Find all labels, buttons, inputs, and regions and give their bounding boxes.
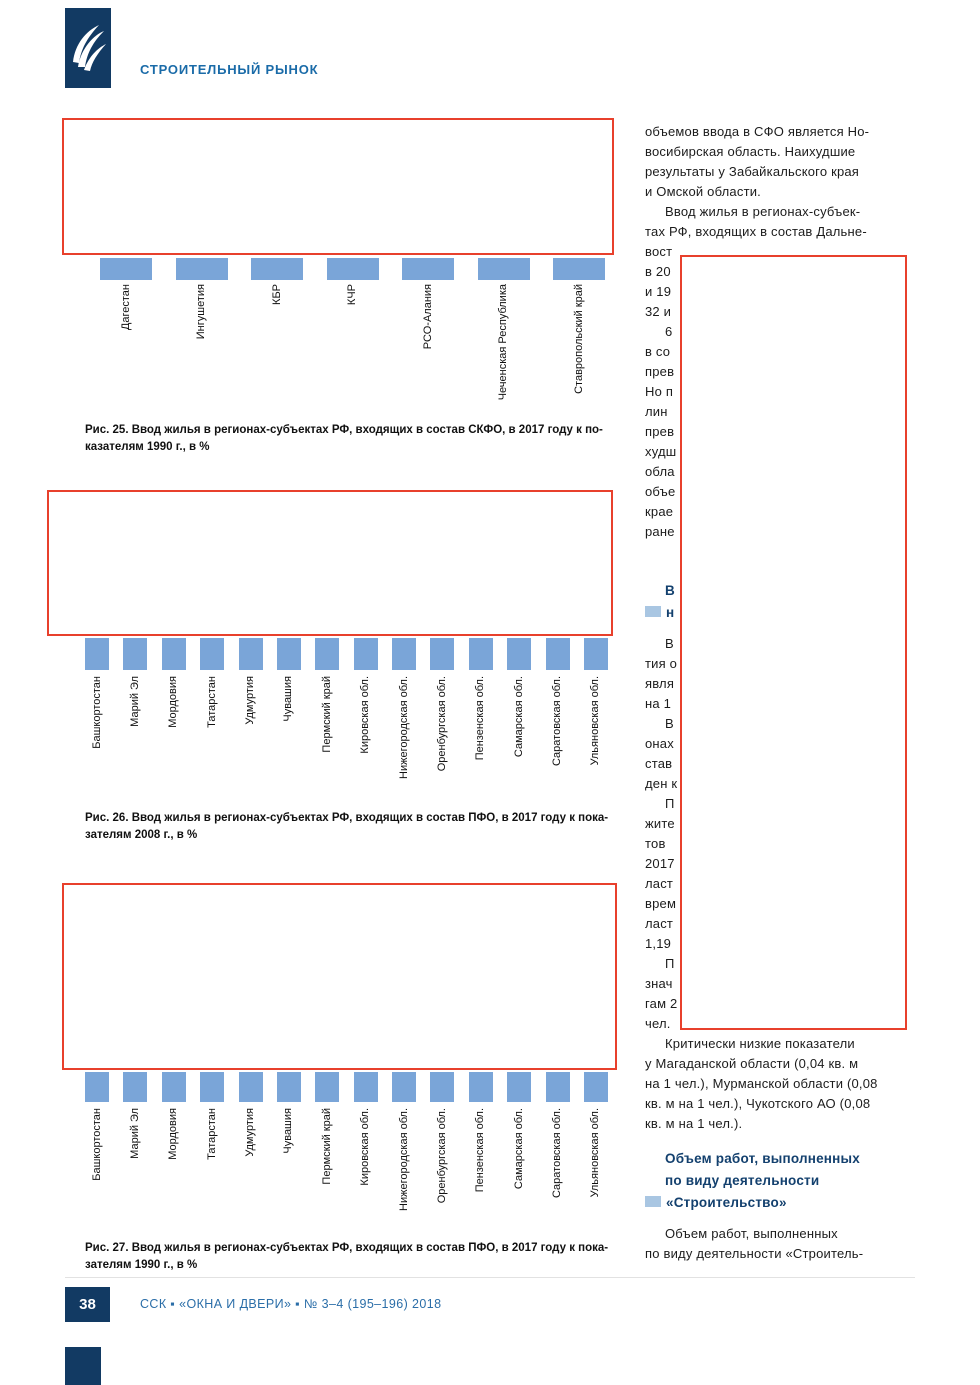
text-line: Но п [645,384,674,399]
text-line: П [665,796,675,811]
category-axis-labels [100,284,605,424]
axis-category-label-text: Пензенская обл. [474,1108,487,1193]
text-line: обла [645,464,675,479]
bar-series [85,638,608,670]
text-line: на 1 чел.), Мурманской области (0,08 [645,1076,878,1091]
text-line: В [665,636,674,651]
axis-category-label [430,1108,454,1203]
figure-caption-line: зателям 1990 г., в % [85,1259,198,1271]
bar [469,1072,493,1102]
publisher-logo [65,8,111,88]
category-axis-labels [85,1108,608,1240]
bar [162,638,186,670]
text-line: ласт [645,876,674,891]
spacer [645,1134,917,1148]
text-line: в со [645,344,671,359]
section-heading-line: Объем работ, выполненных [665,1151,860,1166]
text-line: объе [645,484,676,499]
footer-rule [65,1277,915,1278]
figure-caption [85,1240,608,1274]
bar [315,1072,339,1102]
bar [354,638,378,670]
bar [469,638,493,670]
axis-category-label [507,676,531,757]
bar [277,1072,301,1102]
text-line: вост [645,244,673,259]
axis-category-label [315,1108,339,1185]
axis-category-label [176,284,228,339]
axis-category-label-text: Татарстан [205,1108,218,1160]
bar [123,1072,147,1102]
text-line: лин [645,404,668,419]
axis-category-label [584,676,608,765]
page-number: 38 [65,1287,110,1322]
axis-category-label [162,1108,186,1160]
bar [584,1072,608,1102]
bar [354,1072,378,1102]
text-line: став [645,756,673,771]
axis-category-label [100,284,152,330]
axis-category-label-text: Нижегородская обл. [397,676,410,779]
axis-category-label [507,1108,531,1189]
text-line: тах РФ, входящих в состав Дальне- [645,224,867,239]
text-line: В [665,716,674,731]
axis-category-label [200,1108,224,1160]
axis-category-label-text: Саратовская обл. [551,676,563,767]
bar [507,638,531,670]
axis-category-label [251,284,303,305]
bar [200,1072,224,1102]
bar [162,1072,186,1102]
figure-caption [85,810,608,844]
text-line: ден к [645,776,678,791]
text-line: прев [645,364,675,379]
axis-category-label [162,676,186,728]
axis-category-label-text: Оренбургская обл. [435,1108,448,1204]
axis-category-label-text: Пензенская обл. [474,676,487,761]
text-line: худш [645,444,677,459]
page-corner-tab [65,1347,101,1385]
axis-category-label-text: РСО-Алания [421,284,434,350]
bar [546,1072,570,1102]
axis-category-label-text: КБР [270,284,283,305]
text-line: кв. м на 1 чел.). [645,1116,743,1131]
axis-category-label [239,1108,263,1157]
bar [392,638,416,670]
section-header-title: СТРОИТЕЛЬНЫЙ РЫНОК [140,62,319,77]
text-line: прев [645,424,675,439]
figure-caption-line: казателям 1990 г., в % [85,441,210,453]
axis-category-label-text: Чувашия [282,1108,295,1154]
text-line: жите [645,816,675,831]
axis-category-label-text: Марий Эл [128,1108,141,1159]
axis-category-label [553,284,605,394]
axis-category-label-text: Чувашия [282,676,295,722]
axis-category-label [85,1108,109,1181]
bar [430,638,454,670]
axis-category-label-text: Мордовия [167,1108,180,1160]
text-line: Объем работ, выполненных [665,1226,838,1241]
axis-category-label [392,676,416,779]
axis-category-label [239,676,263,725]
axis-category-label-text: Удмуртия [244,1108,256,1157]
spacer [645,1214,917,1224]
text-line: 32 и [645,304,672,319]
figure-caption-line: зателям 2008 г., в % [85,829,198,841]
axis-category-label-text: Татарстан [205,676,218,728]
text-line: ласт [645,916,674,931]
missing-chart-placeholder [62,883,617,1070]
axis-category-label-text: Пермский край [320,676,333,753]
axis-category-label [354,1108,378,1186]
axis-category-label [123,676,147,727]
axis-category-label-text: Кировская обл. [359,676,372,754]
axis-category-label [315,676,339,753]
bar [100,258,152,280]
axis-category-label-text: Пермский край [320,1108,333,1185]
axis-category-label-text: Удмуртия [244,676,256,725]
text-line: Ввод жилья в регионах-субъек- [665,204,861,219]
text-line: онах [645,736,674,751]
axis-category-label-text: Самарская обл. [512,1108,525,1190]
bar [277,638,301,670]
text-line: гам 2 [645,996,678,1011]
axis-category-label [402,284,454,349]
axis-category-label-text: Ингушетия [195,284,207,340]
axis-category-label [478,284,530,400]
axis-category-label [430,676,454,771]
axis-category-label-text: Оренбургская обл. [435,676,448,772]
text-line: ране [645,524,675,539]
axis-category-label [327,284,379,305]
axis-category-label [546,1108,570,1198]
text-line: кв. м на 1 чел.), Чукотского АО (0,08 [645,1096,871,1111]
bar [392,1072,416,1102]
bar-series [85,1072,608,1102]
axis-category-label-text: Ульяновская обл. [589,1108,602,1198]
swoosh-icon [65,8,111,88]
text-line: П [665,956,675,971]
axis-category-label-text: Мордовия [167,676,180,728]
axis-category-label [469,676,493,760]
section-heading-line: «Строительство» [645,1192,917,1214]
axis-category-label-text: Башкортостан [90,676,103,749]
text-line: у Магаданской области (0,04 кв. м [645,1056,859,1071]
axis-category-label-text: Марий Эл [128,676,141,727]
axis-category-label-text: Нижегородская обл. [397,1108,410,1211]
axis-category-label [85,676,109,749]
text-line: 1,19 [645,936,672,951]
text-line: крае [645,504,674,519]
bar [402,258,454,280]
text-line: тов [645,836,666,851]
bar [85,1072,109,1102]
text-line: тия о [645,656,678,671]
axis-category-label [392,1108,416,1211]
text-line: врем [645,896,677,911]
bar-series [100,258,605,280]
bar [176,258,228,280]
text-line: и 19 [645,284,672,299]
axis-category-label [469,1108,493,1192]
bar [239,638,263,670]
section-heading-line: н [645,602,917,624]
bar [251,258,303,280]
bar [546,638,570,670]
axis-category-label-text: Башкортостан [90,1108,103,1181]
axis-category-label [354,676,378,754]
text-line: Критически низкие показатели [665,1036,855,1051]
highlight-mark [645,1196,661,1207]
missing-image-placeholder [680,255,907,1030]
bar [200,638,224,670]
axis-category-label-text: Чеченская Республика [497,284,509,401]
figure-caption-line: Рис. 27. Ввод жилья в регионах-субъектах РФ, входящих в состав ПФО, в 2017 году к пока- [85,1242,609,1254]
text-line: явля [645,676,675,691]
axis-category-label [546,676,570,766]
bar [315,638,339,670]
highlight-mark [645,606,661,617]
figure-caption-line: Рис. 25. Ввод жилья в регионах-субъектах РФ, входящих в состав СКФО, в 2017 году к по- [85,424,603,436]
text-line: по виду деятельности «Строитель- [645,1246,864,1261]
section-heading-line: по виду деятельности [665,1173,820,1188]
axis-category-label [277,1108,301,1154]
section-heading-line: В [665,583,675,598]
text-line: знач [645,976,673,991]
text-line: восибирская область. Наихудшие [645,144,856,159]
text-line: чел. [645,1016,671,1031]
axis-category-label [584,1108,608,1197]
bar [123,638,147,670]
text-line: на 1 [645,696,672,711]
axis-category-label-text: Ульяновская обл. [589,676,602,766]
figure-caption [85,422,603,456]
axis-category-label-text: Самарская обл. [512,676,525,758]
missing-chart-placeholder [47,490,613,636]
text-line: и Омской области. [645,184,761,199]
figure-caption-line: Рис. 26. Ввод жилья в регионах-субъектах РФ, входящих в состав ПФО, в 2017 году к пока- [85,812,609,824]
text-line: 6 [665,324,673,339]
text-line: 2017 [645,856,675,871]
axis-category-label-text: Саратовская обл. [551,1108,563,1199]
axis-category-label [123,1108,147,1159]
axis-category-label-text: Дагестан [119,284,132,331]
axis-category-label-text: Кировская обл. [359,1108,372,1186]
category-axis-labels [85,676,608,808]
bar [507,1072,531,1102]
axis-category-label-text: Ставропольский край [572,284,585,394]
bar [553,258,605,280]
bar [478,258,530,280]
footer-issue-info: ССК ▪ «ОКНА И ДВЕРИ» ▪ № 3–4 (195–196) 2018 [140,1297,442,1311]
bar [430,1072,454,1102]
bar [85,638,109,670]
axis-category-label [200,676,224,728]
bar [584,638,608,670]
text-line: в 20 [645,264,671,279]
axis-category-label-text: КЧР [346,284,358,306]
text-line: результаты у Забайкальского края [645,164,860,179]
bar [327,258,379,280]
bar [239,1072,263,1102]
missing-chart-placeholder [62,118,614,255]
axis-category-label [277,676,301,722]
text-line: объемов ввода в СФО является Но- [645,124,870,139]
